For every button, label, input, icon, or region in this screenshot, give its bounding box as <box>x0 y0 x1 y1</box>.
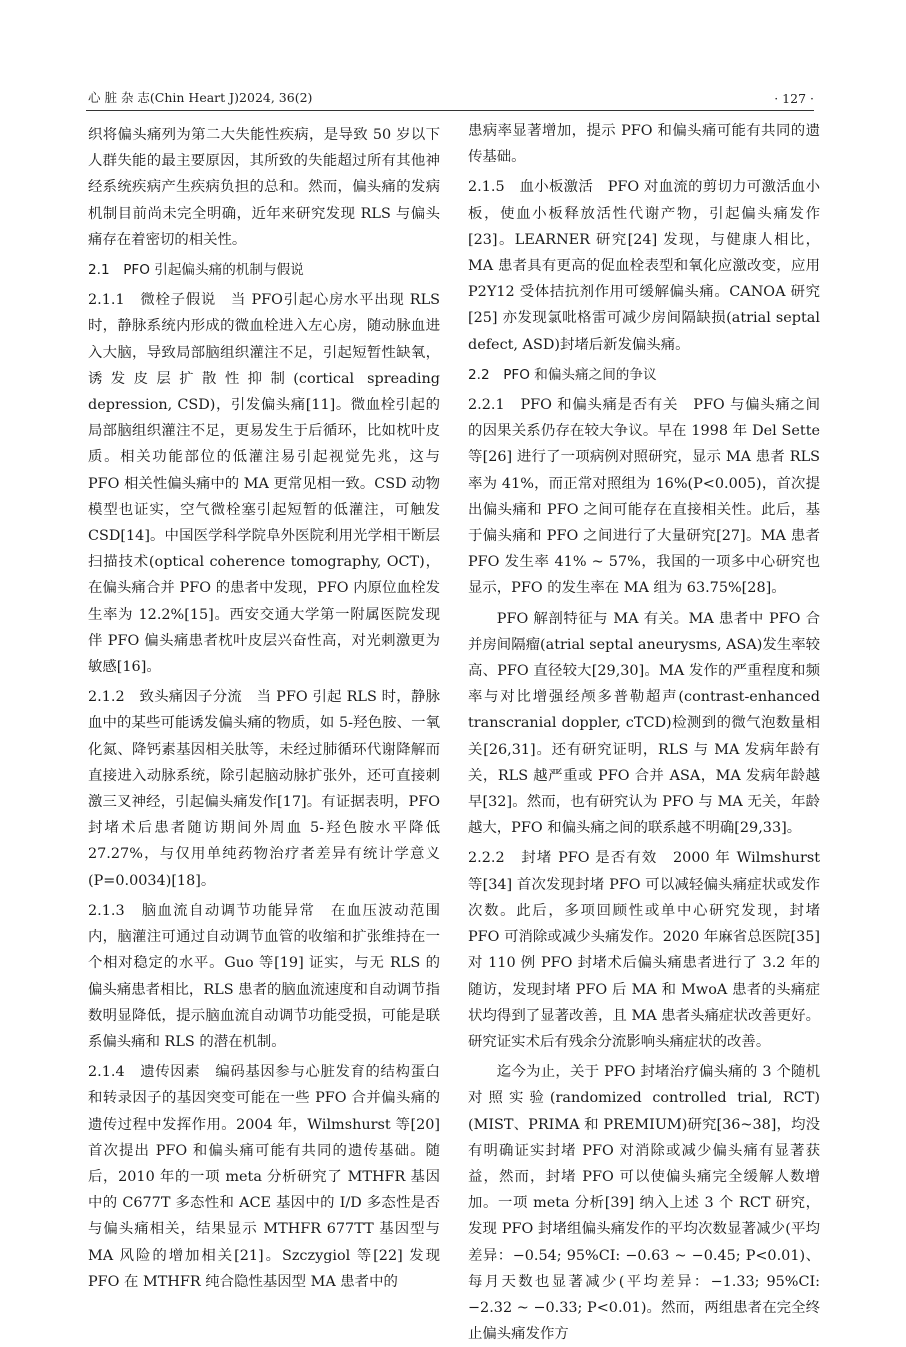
paragraph: 迄今为止，关于 PFO 封堵治疗偏头痛的 3 个随机对照实验(randomized controlled trial, RCT)(MIST、PRIMA 和 PREMIUM)研究[36~38]，均没有明确证实封堵 PFO 对消除或减少偏头痛有显著获益，然而，封堵 PFO 可以使偏头痛完全缓解人数增加。一项 meta 分析[39] 纳入上述 3 个 RCT 研究，发现 PFO 封堵组偏头痛发作的平均次数显著减少(平均差异：−0.54; 95%CI: −0.63 ~ −0.45; P<0.01)、每月天数也显著减少(平均差异：−1.33; 95%CI: −2.32 ~ −0.33; P<0.01)。然而，两组患者在完全终止偏头痛发作方 <box>468 1064 820 1343</box>
header-rule <box>86 110 814 111</box>
paragraph: 2.1.5 血小板激活 PFO 对血流的剪切力可激活血小板，使血小板释放活性代谢产物，引起偏头痛发作[23]。LEARNER 研究[24] 发现，与健康人相比，MA 患者具有更高的促血栓表型和氧化应激改变，应用 P2Y12 受体拮抗剂作用可缓解偏头痛。CANOA 研究[25] 亦发现氯吡格雷可减少房间隔缺损(atrial septal defect, ASD)封堵后新发偏头痛。 <box>468 179 820 353</box>
paragraph: 2.1.3 脑血流自动调节功能异常 在血压波动范围内，脑灌注可通过自动调节血管的收缩和扩张维持在一个相对稳定的水平。Guo 等[19] 证实，与无 RLS 的偏头痛患者相比，RLS 患者的脑血流速度和自动调节指数明显降低，提示脑血流自动调节功能受损，可能是联系偏头痛和 RLS 的潜在机制。 <box>88 902 440 1050</box>
right-column <box>468 118 820 1347</box>
paragraph: 2.1.1 微栓子假说 当 PFO引起心房水平出现 RLS 时，静脉系统内形成的微血栓进入左心房，随动脉血进入大脑，导致局部脑组织灌注不足，引起短暂性缺氧，诱发皮层扩散性抑制(cortical spreading depression, CSD)，引发偏头痛[11]。微血栓引起的局部脑组织灌注不足，更易发生于后循环，比如枕叶皮质。相关功能部位的低灌注易引起视觉先兆，这与 PFO 相关性偏头痛中的 MA 更常见相一致。CSD 动物模型也证实，空气微栓塞引起短暂的低灌注，可触发 CSD[14]。中国医学科学院阜外医院利用光学相干断层扫描技术(optical coherence tomography, OCT)，在偏头痛合并 PFO 的患者中发现，PFO 内原位血栓发生率为 12.2%[15]。西安交通大学第一附属医院发现伴 PFO 偏头痛患者枕叶皮层兴奋性高，对光刺激更为敏感[16]。 <box>88 292 440 676</box>
running-header <box>88 82 814 106</box>
paragraph: PFO 解剖特征与 MA 有关。MA 患者中 PFO 合并房间隔瘤(atrial septal aneurysms, ASA)发生率较高、PFO 直径较大[29,30]。MA 发作的严重程度和频率与对比增强经颅多普勒超声(contrast-enhanced transcranial doppler, cTCD)检测到的微气泡数量相关[26,31]。还有研究证明，RLS 与 MA 发病年龄有关，RLS 越严重或 PFO 合并 ASA，MA 发病年龄越早[32]。然而，也有研究认为 PFO 与 MA 无关，年龄越大，PFO 和偏头痛之间的联系越不明确[29,33]。 <box>468 610 820 837</box>
section-heading: 2.1 PFO 引起偏头痛的机制与假说 <box>88 262 304 279</box>
journal-citation: 心 脏 杂 志(Chin Heart J)2024, 36(2) <box>88 90 313 105</box>
paragraph: 2.1.2 致头痛因子分流 当 PFO 引起 RLS 时，静脉血中的某些可能诱发偏头痛的物质，如 5-羟色胺、一氧化氮、降钙素基因相关肽等，未经过肺循环代谢降解而直接进入动脉系统，除引起脑动脉扩张外，还可直接刺激三叉神经，引起偏头痛发作[17]。有证据表明，PFO 封堵术后患者随访期间外周血 5-羟色胺水平降低 27.27%，与仅用单纯药物治疗者差异有统计学意义(P=0.0034)[18]。 <box>88 689 440 889</box>
paragraph: 2.1.4 遗传因素 编码基因参与心脏发育的结构蛋白和转录因子的基因突变可能在一些 PFO 合并偏头痛的遗传过程中发挥作用。2004 年，Wilmshurst 等[20] 首次提出 PFO 和偏头痛可能有共同的遗传基础。随后，2010 年的一项 meta 分析研究了 MTHFR 基因中的 C677T 多态性和 ACE 基因中的 I/D 多态性是否与偏头痛相关，结果显示 MTHFR 677TT 基因型与 MA 风险的增加相关[21]。Szczygiol 等[22] 发现 PFO 在 MTHFR 纯合隐性基因型 MA 患者中的 <box>88 1064 440 1290</box>
page-number: · 127 · <box>774 91 814 106</box>
paragraph: 织将偏头痛列为第二大失能性疾病，是导致 50 岁以下人群失能的最主要原因，其所致的失能超过所有其他神经系统疾病产生疾病负担的总和。然而，偏头痛的发病机制目前尚未完全明确，近年来研究发现 RLS 与偏头痛存在着密切的相关性。 <box>88 127 440 248</box>
section-heading: 2.2 PFO 和偏头痛之间的争议 <box>468 366 657 383</box>
paragraph: 患病率显著增加，提示 PFO 和偏头痛可能有共同的遗传基础。 <box>468 123 820 166</box>
paragraph: 2.2.1 PFO 和偏头痛是否有关 PFO 与偏头痛之间的因果关系仍存在较大争议。早在 1998 年 Del Sette 等[26] 进行了一项病例对照研究，显示 MA 患者 RLS 率为 41%，而正常对照组为 16%(P<0.005)，首次提出偏头痛和 PFO 之间可能存在直接相关性。此后，基于偏头痛和 PFO 之间进行了大量研究[27]。MA 患者 PFO 发生率 41% ~ 57%，我国的一项多中心研究也显示，PFO 的发生率在 MA 组为 63.75%[28]。 <box>468 397 820 597</box>
left-column <box>88 118 440 1295</box>
paragraph: 2.2.2 封堵 PFO 是否有效 2000 年 Wilmshurst 等[34] 首次发现封堵 PFO 可以减轻偏头痛症状或发作次数。此后，多项回顾性或单中心研究发现，封堵 PFO 可消除或减少头痛发作。2020 年麻省总医院[35] 对 110 例 PFO 封堵术后偏头痛患者进行了 3.2 年的随访，发现封堵 PFO 后 MA 和 MwoA 患者的头痛症状均得到了显著改善，且 MA 患者头痛症状改善更好。研究证实术后有残余分流影响头痛症状的改善。 <box>468 850 820 1050</box>
